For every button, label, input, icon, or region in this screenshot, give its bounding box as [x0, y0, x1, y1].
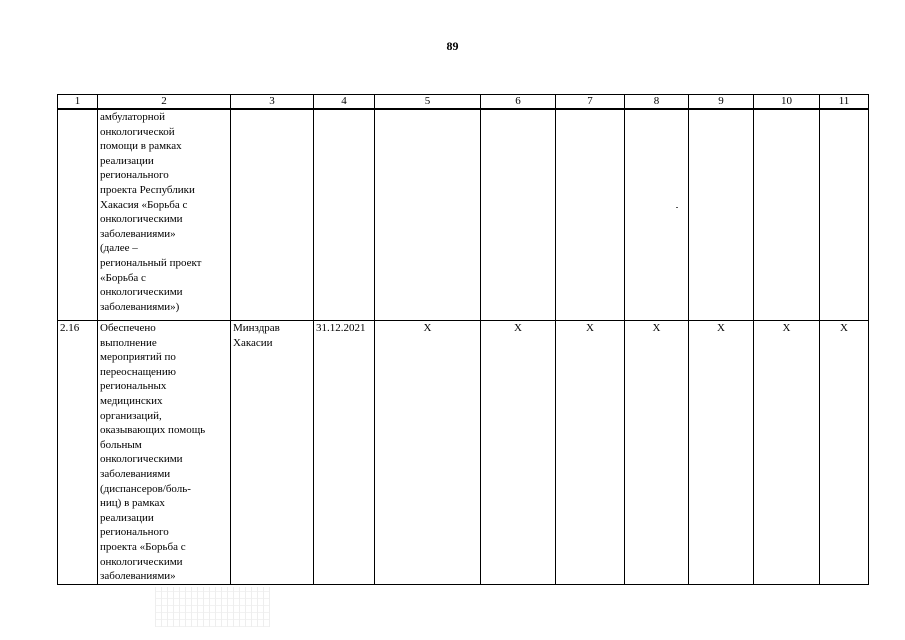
x-mark-cell: Х	[820, 321, 869, 585]
table-cell	[754, 109, 820, 321]
page-number: 89	[446, 39, 459, 53]
column-header: 1	[58, 95, 98, 110]
responsible-cell: Минздрав Хакасии	[231, 321, 314, 585]
table-cell	[375, 109, 481, 321]
deadline-cell: 31.12.2021	[314, 321, 375, 585]
table-cell	[556, 109, 625, 321]
column-header: 4	[314, 95, 375, 110]
table-cell	[625, 109, 689, 321]
column-header: 8	[625, 95, 689, 110]
scan-artifact	[155, 587, 270, 627]
column-header: 3	[231, 95, 314, 110]
table-row	[58, 321, 869, 585]
scan-speck	[676, 207, 678, 208]
deadline-cell	[314, 109, 375, 321]
column-header: 7	[556, 95, 625, 110]
x-mark-cell: Х	[754, 321, 820, 585]
x-mark-cell: Х	[375, 321, 481, 585]
plan-table	[57, 94, 869, 585]
x-mark-cell: Х	[481, 321, 556, 585]
column-header: 6	[481, 95, 556, 110]
activity-description-cell: амбулаторной онкологической помощи в рамках реализации регионального проекта Республики Хакасия «Борьба с онкологическими заболеваниями» (далее – региональный проект «Борьба с онкологическими заболеваниями»)	[98, 109, 231, 321]
row-number-cell: 2.16	[58, 321, 98, 585]
x-mark-cell: Х	[625, 321, 689, 585]
column-header: 5	[375, 95, 481, 110]
activity-description-cell: Обеспечено выполнение мероприятий по переоснащению региональных медицинских организаций, оказывающих помощь больным онкологическими заболеваниями (диспансеров/боль- ниц) в рамках реализации регионального проекта «Борьба с онкологическими заболеваниями»	[98, 321, 231, 585]
responsible-cell	[231, 109, 314, 321]
x-mark-cell: Х	[556, 321, 625, 585]
table-cell	[689, 109, 754, 321]
row-number-cell	[58, 109, 98, 321]
table-row	[58, 109, 869, 321]
column-header: 11	[820, 95, 869, 110]
column-header: 9	[689, 95, 754, 110]
column-header: 2	[98, 95, 231, 110]
x-mark-cell: Х	[689, 321, 754, 585]
table-cell	[481, 109, 556, 321]
column-header: 10	[754, 95, 820, 110]
table-cell	[820, 109, 869, 321]
column-number-row	[58, 95, 869, 110]
